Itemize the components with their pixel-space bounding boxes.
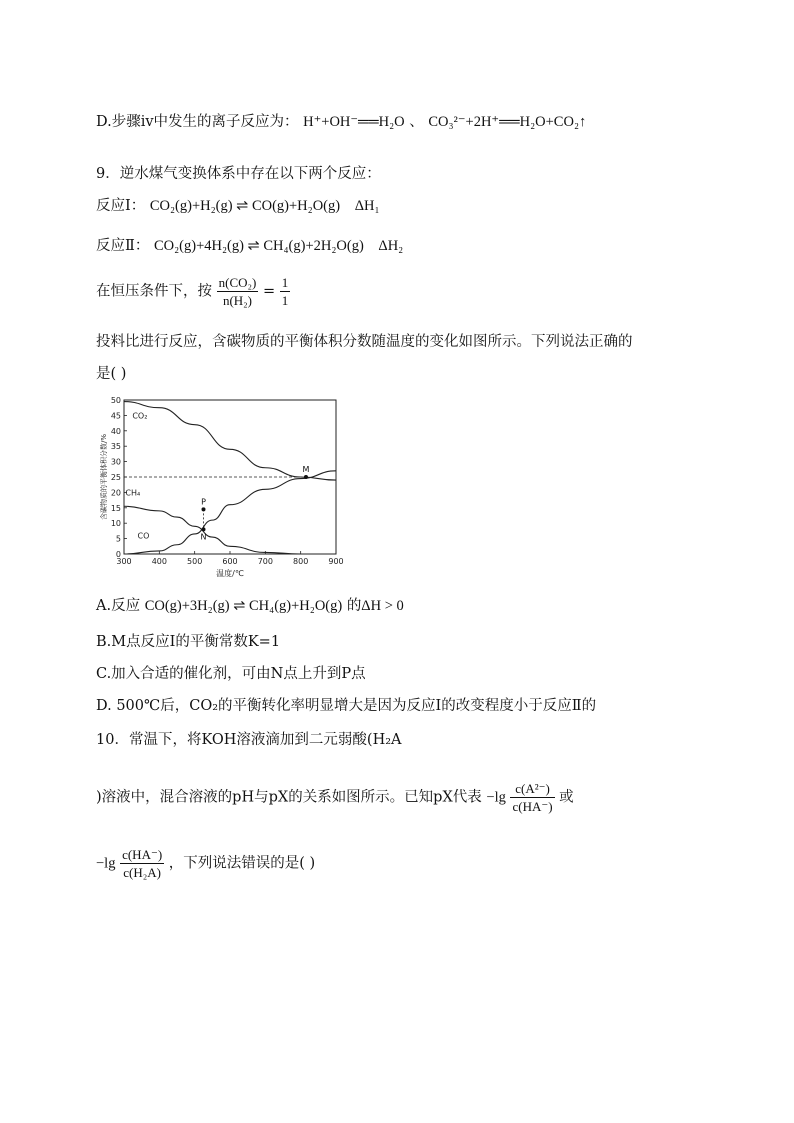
x-tick-label: 600: [222, 557, 238, 566]
q10-line2: [96, 780, 574, 815]
ratio-fraction: [217, 274, 259, 309]
ratio-value: [280, 274, 291, 309]
series-label-co2: CO₂: [132, 411, 148, 421]
x-tick-label: 700: [257, 557, 273, 566]
ratio-numerator: n(CO₂): [218, 275, 257, 290]
px-fraction-2: [120, 846, 164, 881]
y-axis-title: 含碳物质的平衡体积分数/%: [100, 433, 108, 521]
q9-reaction-1: [96, 196, 380, 216]
y-tick-label: 5: [115, 534, 121, 544]
x-tick-label: 500: [187, 557, 203, 566]
series-line-co: [124, 471, 336, 554]
y-tick-label: 40: [110, 426, 121, 436]
px-fraction-1-den: c(HA⁻): [512, 799, 553, 814]
y-tick-label: 10: [110, 519, 121, 529]
q9-option-c: C.加入合适的催化剂，可由N点上升到P点: [96, 666, 366, 682]
x-tick-label: 400: [151, 557, 167, 566]
r2-equation: CO₂(g)+4H₂(g) ⇌ CH₄(g)+2H₂O(g): [153, 238, 364, 254]
px-fraction-1-num: c(A²⁻): [510, 780, 554, 798]
q9-stem-line1: 投料比进行反应，含碳物质的平衡体积分数随温度的变化如图所示。下列说法正确的: [96, 334, 633, 350]
option-d-label: D.步骤ⅳ中发生的离子反应为：: [96, 114, 299, 130]
y-tick-label: 20: [110, 488, 121, 498]
r2-label: 反应Ⅱ：: [96, 238, 150, 254]
q9-option-d: D. 500℃后，CO₂的平衡转化率明显增大是因为反应Ⅰ的改变程度小于反应Ⅱ的: [96, 698, 597, 714]
point-n: [202, 527, 206, 531]
or-text: 或: [559, 789, 574, 806]
x-axis-title: 温度/℃: [216, 569, 244, 578]
series-line-ch4: [124, 506, 336, 554]
condition-text: 在恒压条件下，按: [96, 283, 212, 300]
r2-delta-h: ΔH₂: [378, 238, 404, 254]
y-tick-label: 0: [115, 550, 121, 559]
q9-reaction-2: [96, 236, 403, 256]
y-tick-label: 50: [110, 396, 121, 405]
point-label-p: P: [201, 497, 206, 507]
y-tick-label: 25: [110, 473, 121, 482]
q10-line2-text: )溶液中，混合溶液的pH与pX的关系如图所示。已知pX代表: [96, 789, 482, 806]
option-a-suffix: 的ΔH > 0: [346, 598, 404, 614]
ratio-denominator: n(H₂): [222, 293, 253, 308]
q10-line1: 10．常温下，将KOH溶液滴加到二元弱酸(H₂A: [96, 732, 402, 748]
q9-condition: [96, 274, 290, 309]
option-d-line: [96, 112, 586, 132]
option-a-prefix: A.反应: [96, 598, 141, 614]
x-tick-label: 800: [293, 557, 309, 566]
y-tick-label: 35: [110, 442, 121, 452]
option-d-eq2: CO₃²⁻+2H⁺══H₂O+CO₂↑: [428, 114, 587, 130]
q9-intro: 9．逆水煤气变换体系中存在以下两个反应：: [96, 166, 381, 182]
ratio-value-den: 1: [281, 293, 289, 308]
neg-lg-2: −lg: [96, 855, 116, 872]
series-label-ch4: CH₄: [125, 488, 141, 498]
px-fraction-2-den: c(H₂A): [123, 865, 161, 880]
px-fraction-2-num: c(HA⁻): [122, 847, 163, 862]
y-tick-label: 15: [110, 503, 121, 513]
q10-line3: [96, 846, 315, 881]
x-tick-label: 300: [116, 557, 132, 566]
q9-option-b: B.M点反应Ⅰ的平衡常数K=1: [96, 634, 281, 650]
point-label-n: N: [200, 532, 207, 542]
q10-line3-text: ，下列说法错误的是( ): [168, 855, 316, 872]
point-m: [304, 475, 308, 479]
y-tick-label: 45: [110, 411, 121, 421]
x-tick-label: 900: [328, 557, 344, 566]
option-d-sep: 、: [409, 114, 424, 130]
px-fraction-1: [510, 780, 554, 815]
r1-label: 反应Ⅰ：: [96, 198, 146, 214]
point-label-m: M: [302, 465, 310, 474]
point-p: [202, 507, 206, 511]
y-tick-label: 30: [110, 457, 121, 467]
q9-stem-line2: 是( ): [96, 366, 127, 382]
option-d-eq1: H⁺+OH⁻══H₂O: [303, 114, 405, 130]
series-label-co: CO: [137, 531, 150, 541]
equilibrium-chart: [96, 392, 352, 582]
ratio-value-num: 1: [281, 275, 289, 290]
ratio-equals: =: [262, 283, 276, 300]
r1-equation: CO₂(g)+H₂(g) ⇌ CO(g)+H₂O(g): [149, 198, 341, 214]
q9-option-a: [96, 596, 404, 616]
option-a-equation: CO(g)+3H₂(g) ⇌ CH₄(g)+H₂O(g): [144, 598, 343, 614]
neg-lg-1: −lg: [486, 789, 506, 806]
chart-layer: [99, 396, 344, 578]
r1-delta-h: ΔH₁: [354, 198, 380, 214]
